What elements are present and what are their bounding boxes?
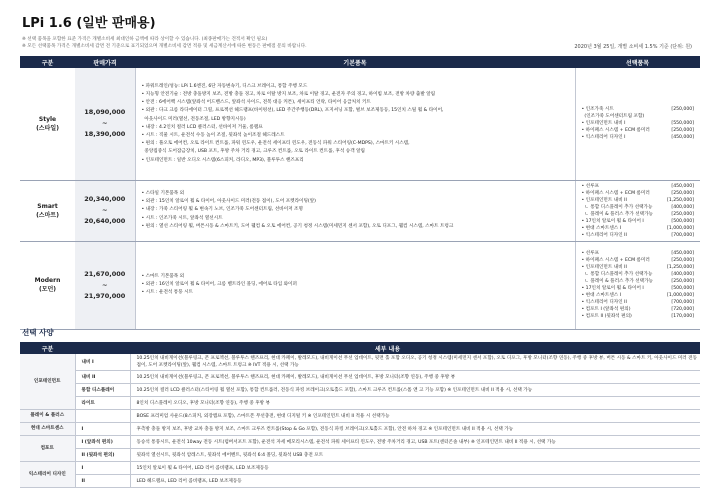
feature-line: • 스타일 기본품목 외 [141, 190, 185, 196]
option-item [582, 127, 695, 134]
option-item [582, 204, 695, 211]
option-name: • 인포테인먼트 내비 II [581, 265, 627, 270]
trim-name-text: Style (스타일) [36, 115, 59, 132]
option-name: • 17인치 알로이 휠 & 타이어 I [581, 286, 644, 291]
header-cat: 구분 [20, 342, 75, 354]
option-package [75, 410, 130, 423]
option-name: • 선루프 [581, 251, 599, 256]
feature-line: • 외관 : 16인치 알로이 휠 & 타이어, 크롬 벨트라인 몰딩, 에어로 타입 와이퍼 [141, 281, 297, 287]
feature-line: • 편의 : 풀오토 에어컨, 오토 라이트 컨트롤, 파워 윈도우, 운전석 세이프티 윈도우, 전동식 파워 스티어링(C-MDPS), 스마트키 시스템, [141, 141, 410, 147]
option-name: • 익스테리어 디자인 I [581, 135, 626, 141]
option-desc: BOSE 프리미엄 사운드(8스피커, 외장앰프 포함), 스마트폰 무선충전, 현대 디지털 키 ※ 인포테인먼트 내비 II 적용 시 선택가능 [130, 410, 700, 423]
option-price: [1,000,000] [667, 225, 694, 231]
option-item [582, 190, 695, 197]
feature-line: • 편의 : 열선 스티어링 휠, 버튼시동 & 스마트키, 도어 웰컴 & 오토 에어컨, 공기 청정 시스템(미세먼지 센서 포함), 오토 디포그, 웰컴 시스템, 스마트 트렁크 [141, 223, 454, 229]
option-package: 내비 I [75, 354, 130, 371]
option-name: • 하이패스 시스템 + ECM 룸미러 [581, 190, 650, 196]
option-row [20, 410, 700, 423]
option-row [20, 423, 700, 436]
option-name: • 인포테인먼트 내비 II [581, 197, 627, 203]
basic-features [135, 180, 575, 241]
price-to: 18,390,000 [84, 130, 126, 139]
option-item [582, 106, 695, 113]
option-price: [170,000] [671, 314, 694, 319]
option-list [575, 180, 700, 241]
feature-line: • 시트 : 직물 시트, 운전석 수동 높이 조절, 뒷좌석 높이조절 헤드레스트 [141, 132, 285, 138]
option-price: [250,000] [671, 107, 694, 113]
option-name: • 인포테인먼트 내비 I [581, 121, 626, 127]
option-item [582, 250, 695, 257]
date-note: 2020년 3월 25일, 개별 소비세 1.5% 기준 (단위: 원) [574, 44, 692, 50]
option-price: [550,000] [671, 121, 694, 127]
trim-row [20, 241, 700, 329]
option-row [20, 384, 700, 397]
option-name: • 하이패스 시스템 + ECM 룸미러 [581, 128, 650, 134]
header-detail: 세부 내용 [75, 342, 700, 354]
price-tilde: ~ [102, 119, 108, 128]
option-price: [1,000,000] [667, 293, 694, 298]
option-price: [1,250,000] [667, 265, 694, 270]
price-from: 20,340,000 [84, 195, 126, 203]
trim-name-text: Smart (스마트) [36, 202, 59, 219]
options-table [20, 342, 700, 488]
option-price: [500,000] [671, 286, 694, 291]
feature-line: 아웃사이드 미러(열선, 전동조절, LED 방향지시등) [141, 116, 246, 122]
option-desc: 10.25인치 내비게이션(블루링크, 폰 프로젝션, 블루투스 핸즈프리, 현대 카페이, 발레모드), 내비게이션 무선 업데이트, 뒷면 홀 포함 오디오, 공기 청정 시스템(미세먼지 센서 포함), 오토 디포그, 후방 모니터(조향 연동), 주행 중 후방 뷰, 버튼 시동 & 스마트 키, 아웃사이드 미러 전동접이, 도어 포켓라이팅(앞), 웰컴 시스템, 스마트 트렁크 ※ IVT 적용 시, 선택 가능 [130, 354, 700, 371]
option-item [582, 257, 695, 264]
feature-line: • 안전 : 6에어백 시스템(앞좌석 어드밴스드, 앞좌석 사이드, 전복 대응 커튼), 세이프티 언락, 타이어 응급처치 키트 [141, 100, 371, 106]
option-row [20, 371, 700, 384]
option-name: • 현대 스마트센스 I [581, 225, 622, 231]
header-options: 선택품목 [575, 56, 700, 68]
option-item [582, 271, 695, 278]
option-item [582, 183, 695, 190]
option-name: • 익스테리어 디자인 II [581, 300, 627, 305]
feature-line: • 내장 : 가죽 스티어링 휠 & 변속기 노브, 인조가죽 도어센터트림, 선바이저 조명 [141, 207, 303, 213]
option-package: 내비 II [75, 371, 130, 384]
option-item [582, 211, 695, 218]
trim-row [20, 68, 700, 180]
option-item [582, 306, 695, 313]
note-line: ※ 선택 품목을 포함한 표준 가격은 개별소비세 최대인하 금액에 따라 상이할 수 있습니다. (최종판매가는 견적서 확인 필요) [22, 37, 268, 42]
option-desc: 동승석 통풍시트, 운전석 10way 전동 시트(럼버서포트 포함), 운전석 자세 메모리시스템, 운전석 파워 세이프티 윈도우, 전방 주차거리 경고, USB 포트(센터콘솔 내부) ※ 인포테인먼트 내비 II 적용 시, 선택 가능 [130, 436, 700, 449]
option-price: [250,000] [671, 258, 694, 263]
option-name: • 17인치 알로이 휠 & 타이어 I [581, 218, 644, 224]
basic-features [135, 68, 575, 180]
trim-name [20, 180, 75, 241]
note-line: ※ 모든 선택품목 가격은 개별소비세 감면 전 기준으로 표기되었으며 개별소비세 감면 적용 및 세금계산서에 따른 변동은 판매점 문의 바랍니다. [22, 44, 307, 49]
option-name: ㄴ 통합 디스플레이 추가 선택가능 [581, 272, 653, 277]
price-from: 21,670,000 [84, 269, 126, 278]
option-name: ㄴ 플레이 & 플러스 추가 선택가능 [581, 211, 653, 217]
page-title: LPi 1.6 (일반 판매용) [22, 16, 156, 31]
option-name: • 하이패스 시스템 + ECM 룸미러 [581, 258, 650, 263]
option-row [20, 397, 700, 410]
feature-line: • 시트 : 인조가죽 시트, 앞좌석 열선시트 [141, 215, 223, 221]
price-tilde: ~ [102, 206, 108, 214]
option-desc: 10.25인치 컬러 LCD 클러스터(스티어링 휠 열선 포함), 통합 컨트롤러, 전동식 파킹 브레이크(오토홀드 포함), 스마트 크루즈 컨트롤(스톱 앤 고 기능 포함) ※ 인포테인먼트 내비 II 적용 시, 선택 가능 [130, 384, 700, 397]
option-price: [720,000] [671, 307, 694, 312]
option-item [582, 264, 695, 271]
feature-line: • 외관 : 다크 크롬 라디에이터 그릴, 프로젝션 헤드램프(바이펑션), LED 주간주행등(DRL), 포지셔닝 포함, 벌브 보조제동등, 15인치 스틸 휠 & 타이어, [141, 108, 444, 114]
option-name: • 익스테리어 디자인 II [581, 232, 627, 238]
price-from: 18,090,000 [84, 108, 126, 117]
option-package: 통합 디스플레이 [75, 384, 130, 397]
option-desc: 후측방 충돌 방지 보조, 후방 교차 충돌 방지 보조, 스마트 크루즈 컨트롤(Stop & Go 포함), 전동식 파킹 브레이크(오토홀드 포함), 안전 하차 경고 ※ 인포테인먼트 내비 II 적용 시, 선택 가능 [130, 423, 700, 436]
option-price: [1,250,000] [667, 197, 694, 203]
option-category: 인포테인먼트 [20, 354, 75, 410]
option-item [582, 232, 695, 239]
option-item [582, 134, 695, 141]
trim-price [75, 180, 135, 241]
feature-line: • 지능형 안전기술 : 전방 충돌방지 보조, 전방 충돌 경고, 차로 이탈 방지 보조, 차로 이탈 경고, 운전자 주의 경고, 하이빔 보조, 전방 차량 출발 알림 [141, 91, 436, 97]
option-price: [250,000] [671, 128, 694, 134]
option-desc: LED 헤드램프, LED 리어 콤비램프, LED 보조제동등 [130, 475, 700, 488]
header-trim: 구분 [20, 56, 75, 68]
header-price: 판매가격 [75, 56, 135, 68]
option-category: 익스테리어 디자인 [20, 462, 75, 488]
option-price: [700,000] [671, 300, 694, 305]
option-item [582, 225, 695, 232]
feature-line: • 인포테인먼트 : 일반 오디오 시스템(6스피커, 라디오, MP3), 블루투스 핸즈프리 [141, 157, 304, 163]
option-price: [500,000] [671, 218, 694, 224]
option-row [20, 475, 700, 488]
trim-name [20, 68, 75, 180]
feature-line: • 스마트 기본품목 외 [141, 273, 185, 279]
option-item [582, 292, 695, 299]
trim-name [20, 241, 75, 329]
option-name: • 현대 스마트센스 I [581, 293, 622, 298]
option-desc: 뒷좌석 열선시트, 뒷좌석 암레스트, 뒷좌석 에어벤트, 뒷좌석 6:4 폴딩, 뒷좌석 USB 충전 포트 [130, 449, 700, 462]
option-price: [250,000] [671, 211, 694, 217]
option-row [20, 436, 700, 449]
option-name: ㄴ 통합 디스플레이 추가 선택가능 [581, 204, 653, 210]
feature-line: • 내장 : 4.2인치 컬러 LCD 클러스터, 선바이저 거울, 룸램프 [141, 124, 263, 130]
feature-line: • 파워트레인/성능: LPi 1.6엔진, 6단 자동변속기, 디스크 브레이크, 통합 주행 모드 [141, 83, 308, 89]
trim-row [20, 180, 700, 241]
option-category: 컴포트 [20, 436, 75, 462]
option-price: [700,000] [671, 232, 694, 238]
option-item [582, 278, 695, 285]
option-row [20, 462, 700, 475]
option-item [582, 113, 695, 120]
option-list [575, 68, 700, 180]
option-name: • 컴포트 II (뒷좌석 편의) [581, 314, 632, 319]
option-name: • 컴포트 I (앞좌석 편의) [581, 307, 631, 312]
feature-line: • 시트 : 운전석 통풍 시트 [141, 290, 193, 296]
option-desc: 10.25인치 내비게이션(블루링크, 폰 프로젝션, 블루투스 핸즈프리, 현대 카페이, 발레모드), 내비게이션 무선 업데이트, 후방 모니터(조향 연동), 주행 중 후방 뷰 [130, 371, 700, 384]
option-price: [400,000] [671, 272, 694, 277]
option-name: • 인조가죽 시트 [581, 107, 614, 113]
option-item [582, 218, 695, 225]
feature-line: 중앙집중식 도어잠금장치, USB 포트, 후방 주차 거리 경고, 크루즈 컨트롤, 오토 라이트 컨트롤, 후석 승객 알림 [141, 149, 365, 155]
option-desc: 8인치 디스플레이 오디오, 후방 모니터(조향 연동), 주행 중 후방 뷰 [130, 397, 700, 410]
notes [22, 36, 442, 50]
option-price: [450,000] [671, 135, 694, 141]
option-price: [450,000] [671, 183, 694, 189]
trim-name-text: Modern (모던) [34, 277, 61, 293]
option-list [575, 241, 700, 329]
price-to: 20,640,000 [84, 217, 126, 225]
option-row [20, 449, 700, 462]
option-price: [250,000] [671, 279, 694, 284]
option-category: 플레이 & 플러스 [20, 410, 75, 423]
option-package: II (뒷좌석 편의) [75, 449, 130, 462]
basic-features [135, 241, 575, 329]
option-category: 현대 스마트센스 [20, 423, 75, 436]
options-section-title: 선택 사양 [22, 328, 54, 337]
option-desc: 15인치 알로이 휠 & 타이어, LED 리어 콤비램프, LED 보조제동등 [130, 462, 700, 475]
price-table [20, 56, 700, 330]
option-price: [250,000] [671, 190, 694, 196]
option-name: • 선루프 [581, 183, 599, 189]
option-item [582, 285, 695, 292]
option-package: I [75, 462, 130, 475]
option-package: I (앞좌석 편의) [75, 436, 130, 449]
option-item [582, 313, 695, 320]
option-package: II [75, 475, 130, 488]
trim-price [75, 241, 135, 329]
option-price: [400,000] [671, 204, 694, 210]
option-item [582, 299, 695, 306]
option-price: [450,000] [671, 251, 694, 256]
trim-price [75, 68, 135, 180]
feature-line: • 외관 : 15인치 알로이 휠 & 타이어, 아웃사이드 미러(전동 접이), 도어 포켓라이팅(앞) [141, 199, 316, 205]
option-package: 라이트 [75, 397, 130, 410]
header-basic: 기본품목 [135, 56, 575, 68]
option-row [20, 354, 700, 371]
option-package: I [75, 423, 130, 436]
option-item [582, 197, 695, 204]
option-name: ㄴ 플레이 & 플러스 추가 선택가능 [581, 279, 653, 284]
option-name: (인조가죽 도어센터트림 포함) [581, 114, 645, 120]
price-tilde: ~ [102, 280, 108, 289]
option-item [582, 120, 695, 127]
price-to: 21,970,000 [84, 291, 126, 300]
